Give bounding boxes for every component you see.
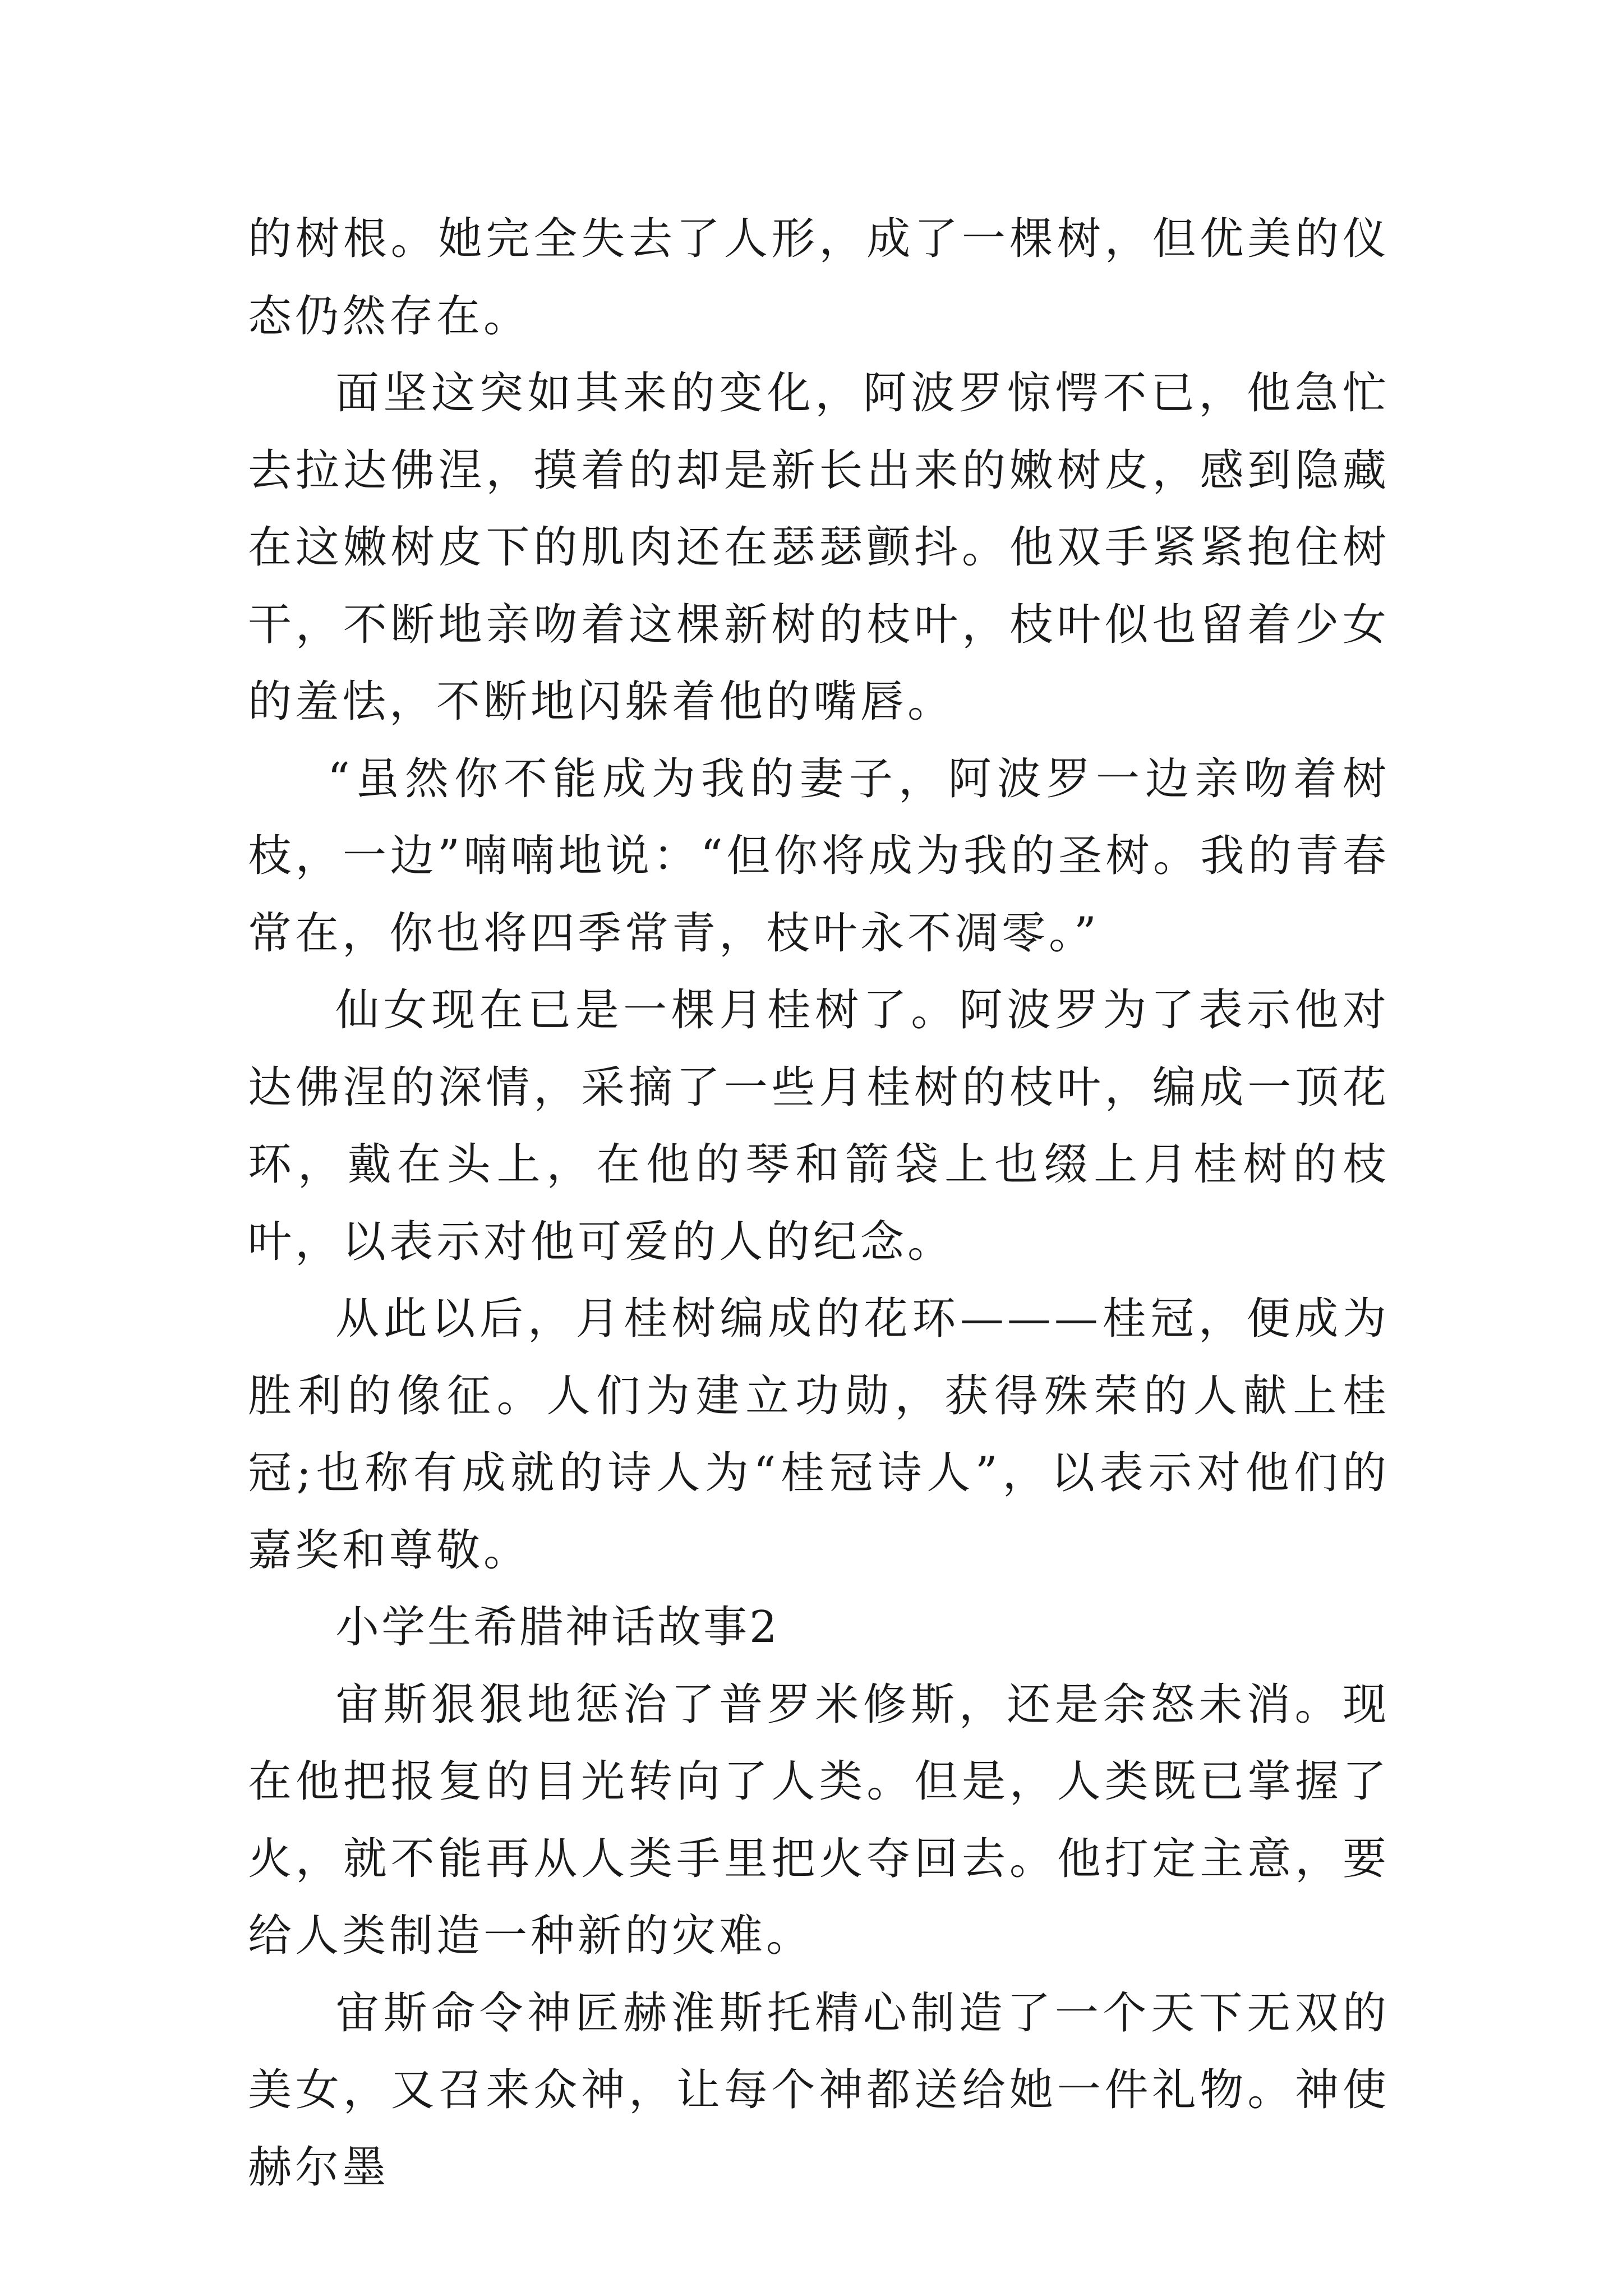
- section-heading: 小学生希腊神话故事2: [335, 1602, 780, 1653]
- paragraph-zeus-command: 宙斯命令神匠赫淮斯托精心制造了一个天下无双的美女，又召来众神，让每个神都送给她一件礼物。神使赫尔墨: [248, 1987, 1390, 2193]
- document-body: [248, 201, 1390, 2206]
- paragraph-continuation: 的树根。她完全失去了人形，成了一棵树，但优美的仪态仍然存在。: [248, 214, 1390, 342]
- paragraph-laurel-crown: 从此以后，月桂树编成的花环———桂冠，便成为胜利的像征。人们为建立功勋，获得殊荣的人献上桂冠;也称有成就的诗人为“桂冠诗人”，以表示对他们的嘉奖和尊敬。: [248, 1294, 1390, 1576]
- paragraph-laurel-tree: 仙女现在已是一棵月桂树了。阿波罗为了表示他对达佛涅的深情，采摘了一些月桂树的枝叶，编成一顶花环，戴在头上，在他的琴和箭袋上也缀上月桂树的枝叶，以表示对他可爱的人的纪念。: [248, 985, 1390, 1267]
- paragraph-apollo-quote: “虽然你不能成为我的妻子，阿波罗一边亲吻着树枝，一边”喃喃地说：“但你将成为我的圣树。我的青春常在，你也将四季常青，枝叶永不凋零。”: [248, 753, 1390, 959]
- paragraph-apollo-reaction: 面坚这突如其来的变化，阿波罗惊愕不已，他急忙去拉达佛涅，摸着的却是新长出来的嫩树皮，感到隐藏在这嫩树皮下的肌肉还在瑟瑟颤抖。他双手紧紧抱住树干，不断地亲吻着这棵新树的枝叶，枝叶似也留着少女的羞怯，不断地闪躲着他的嘴唇。: [248, 368, 1390, 727]
- paragraph-zeus-anger: 宙斯狠狠地惩治了普罗米修斯，还是余怒未消。现在他把报复的目光转向了人类。但是，人类既已掌握了火，就不能再从人类手里把火夺回去。他打定主意，要给人类制造一种新的灾难。: [248, 1679, 1390, 1961]
